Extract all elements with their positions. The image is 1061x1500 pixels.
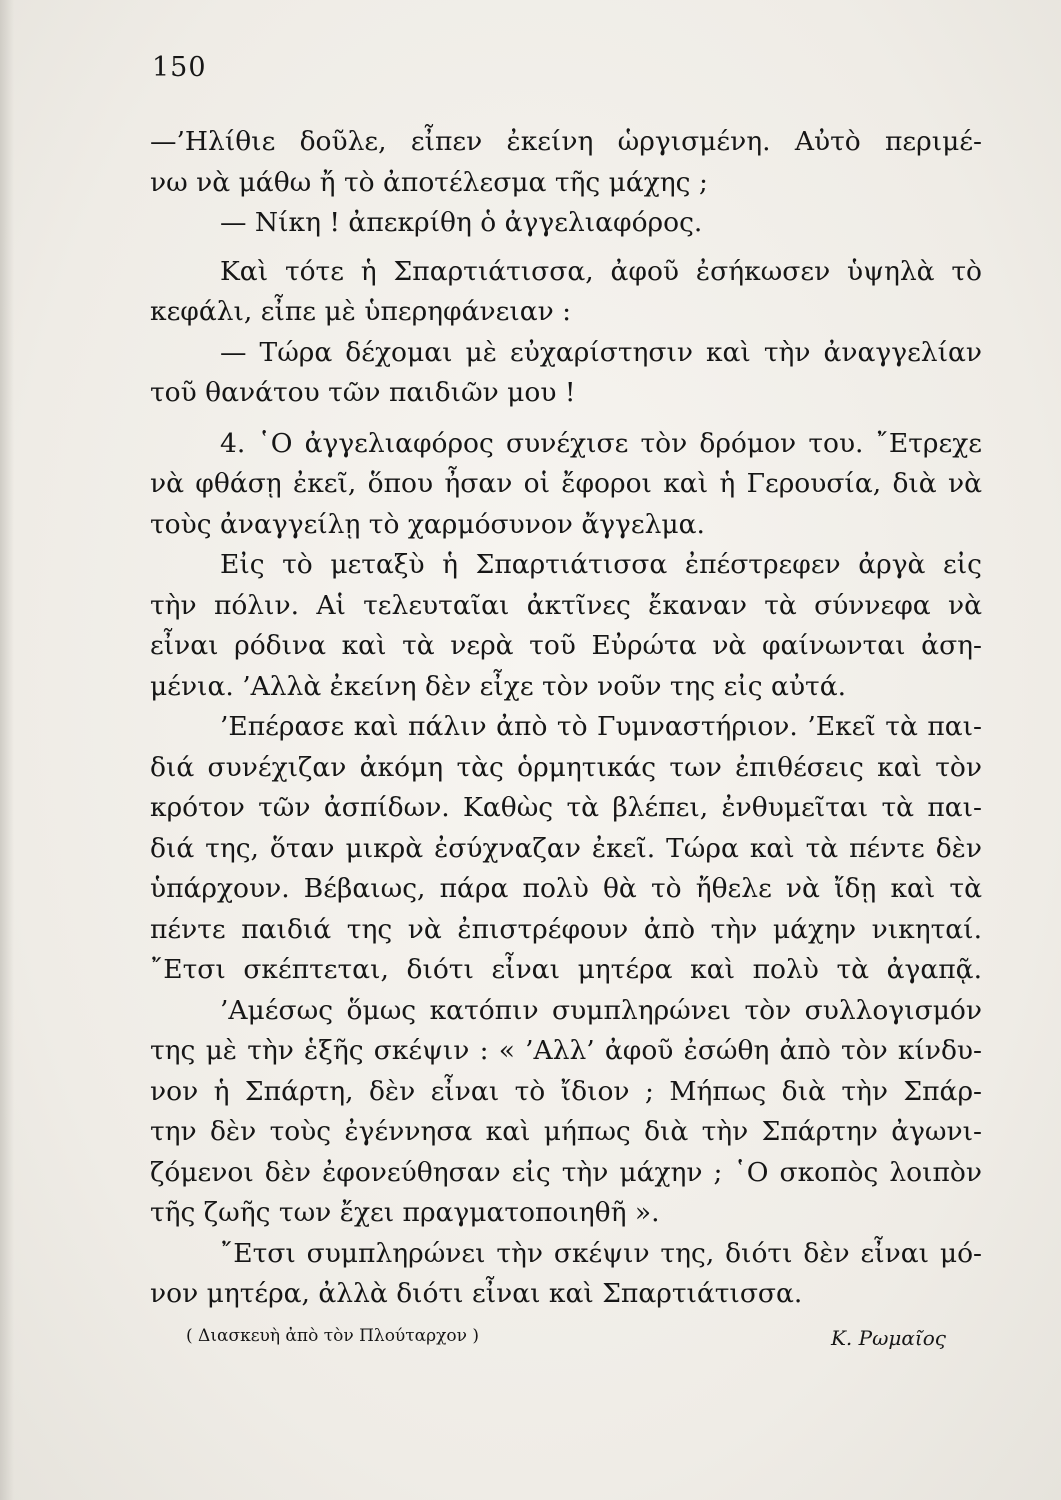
body-text [150, 122, 982, 1315]
text-line: 4. ῾Ο ἀγγελιαφόρος συνέχισε τὸν δρόμον του. ῎Ετρεχε [220, 427, 982, 459]
text-line: διά συνέχιζαν ἀκόμη τὰς ὁρμητικάς των ἐπιθέσεις καὶ τὸν [150, 751, 982, 783]
text-line: — Τώρα δέχομαι μὲ εὐχαρίστησιν καὶ τὴν ἀναγγελίαν [220, 336, 982, 368]
text-line: τοὺς ἀναγγείλῃ τὸ χαρμόσυνον ἄγγελμα. [150, 508, 705, 540]
text-line: νον μητέρα, ἀλλὰ διότι εἶναι καὶ Σπαρτιάτισσα. [150, 1278, 803, 1309]
text-line: Καὶ τότε ἡ Σπαρτιάτισσα, ἀφοῦ ἐσήκωσεν ὑψηλὰ τὸ [220, 255, 982, 287]
text-line: ῎Ετσι σκέπτεται, διότι εἶναι μητέρα καὶ πολὺ τὰ ἀγαπᾷ. [150, 954, 982, 985]
author-signature: Κ. Ρωμαῖος [830, 1326, 946, 1350]
text-line: κρότον τῶν ἀσπίδων. Καθὼς τὰ βλέπει, ἐνθυμεῖται τὰ παι- [150, 792, 982, 823]
text-line: τῆς ζωῆς των ἔχει πραγματοποιηθῆ ». [150, 1197, 660, 1228]
text-line: ’Αμέσως ὅμως κατόπιν συμπληρώνει τὸν συλλογισμόν [220, 994, 982, 1026]
text-line: ’Επέρασε καὶ πάλιν ἀπὸ τὸ Γυμναστήριον. ’Εκεῖ τὰ παι- [220, 711, 982, 742]
page-number: 150 [152, 52, 207, 83]
text-line: νω νὰ μάθω ἤ τὸ ἀποτέλεσμα τῆς μάχης ; [150, 166, 708, 198]
text-line: ῎Ετσι συμπληρώνει τὴν σκέψιν της, διότι δὲν εἶναι μό- [220, 1237, 982, 1269]
source-note: ( Διασκευὴ ἀπὸ τὸν Πλούταρχον ) [186, 1326, 480, 1346]
page-edge-shadow [0, 0, 14, 1500]
text-line: εἶναι ρόδινα καὶ τὰ νερὰ τοῦ Εὐρώτα νὰ φαίνωνται ἀση- [150, 630, 982, 661]
text-line: Εἰς τὸ μεταξὺ ἡ Σπαρτιάτισσα ἐπέστρεφεν ἀργὰ εἰς [220, 549, 982, 580]
text-line: μένια. ’Αλλὰ ἐκείνη δὲν εἶχε τὸν νοῦν της εἰς αὐτά. [150, 670, 847, 702]
page-footer [186, 1320, 946, 1360]
text-line: τὴν πόλιν. Αἱ τελευταῖαι ἀκτῖνες ἔκαναν τὰ σύννεφα νὰ [150, 589, 982, 621]
text-line: — Νίκη ! ἀπεκρίθη ὁ ἀγγελιαφόρος. [220, 207, 703, 238]
text-line: την δὲν τοὺς ἐγέννησα καὶ μήπως διὰ τὴν Σπάρτην ἀγωνι- [150, 1116, 982, 1147]
text-line: νὰ φθάσῃ ἐκεῖ, ὅπου ἦσαν οἱ ἔφοροι καὶ ἡ Γερουσία, διὰ νὰ [150, 468, 982, 499]
text-line: ὑπάρχουν. Βέβαιως, πάρα πολὺ θὰ τὸ ἤθελε νὰ ἴδῃ καὶ τὰ [150, 873, 982, 904]
text-line: τοῦ θανάτου τῶν παιδιῶν μου ! [150, 377, 576, 408]
text-line: της μὲ τὴν ἑξῆς σκέψιν : « ’Αλλ’ ἀφοῦ ἐσώθη ἀπὸ τὸν κίνδυ- [150, 1035, 982, 1066]
text-line: κεφάλι, εἶπε μὲ ὑπερηφάνειαν : [150, 296, 572, 327]
text-line: πέντε παιδιά της νὰ ἐπιστρέφουν ἀπὸ τὴν μάχην νικηταί. [150, 913, 982, 945]
text-line: νον ἡ Σπάρτη, δὲν εἶναι τὸ ἴδιον ; Μήπως διὰ τὴν Σπάρ- [150, 1075, 982, 1107]
text-line: ζόμενοι δὲν ἐφονεύθησαν εἰς τὴν μάχην ; ῾Ο σκοπὸς λοιπὸν [150, 1156, 982, 1188]
text-line: —’Ηλίθιε δοῦλε, εἶπεν ἐκείνη ὡργισμένη. Αὐτὸ περιμέ- [150, 126, 982, 157]
text-line: διά της, ὅταν μικρὰ ἐσύχναζαν ἐκεῖ. Τώρα καὶ τὰ πέντε δὲν [150, 832, 982, 864]
